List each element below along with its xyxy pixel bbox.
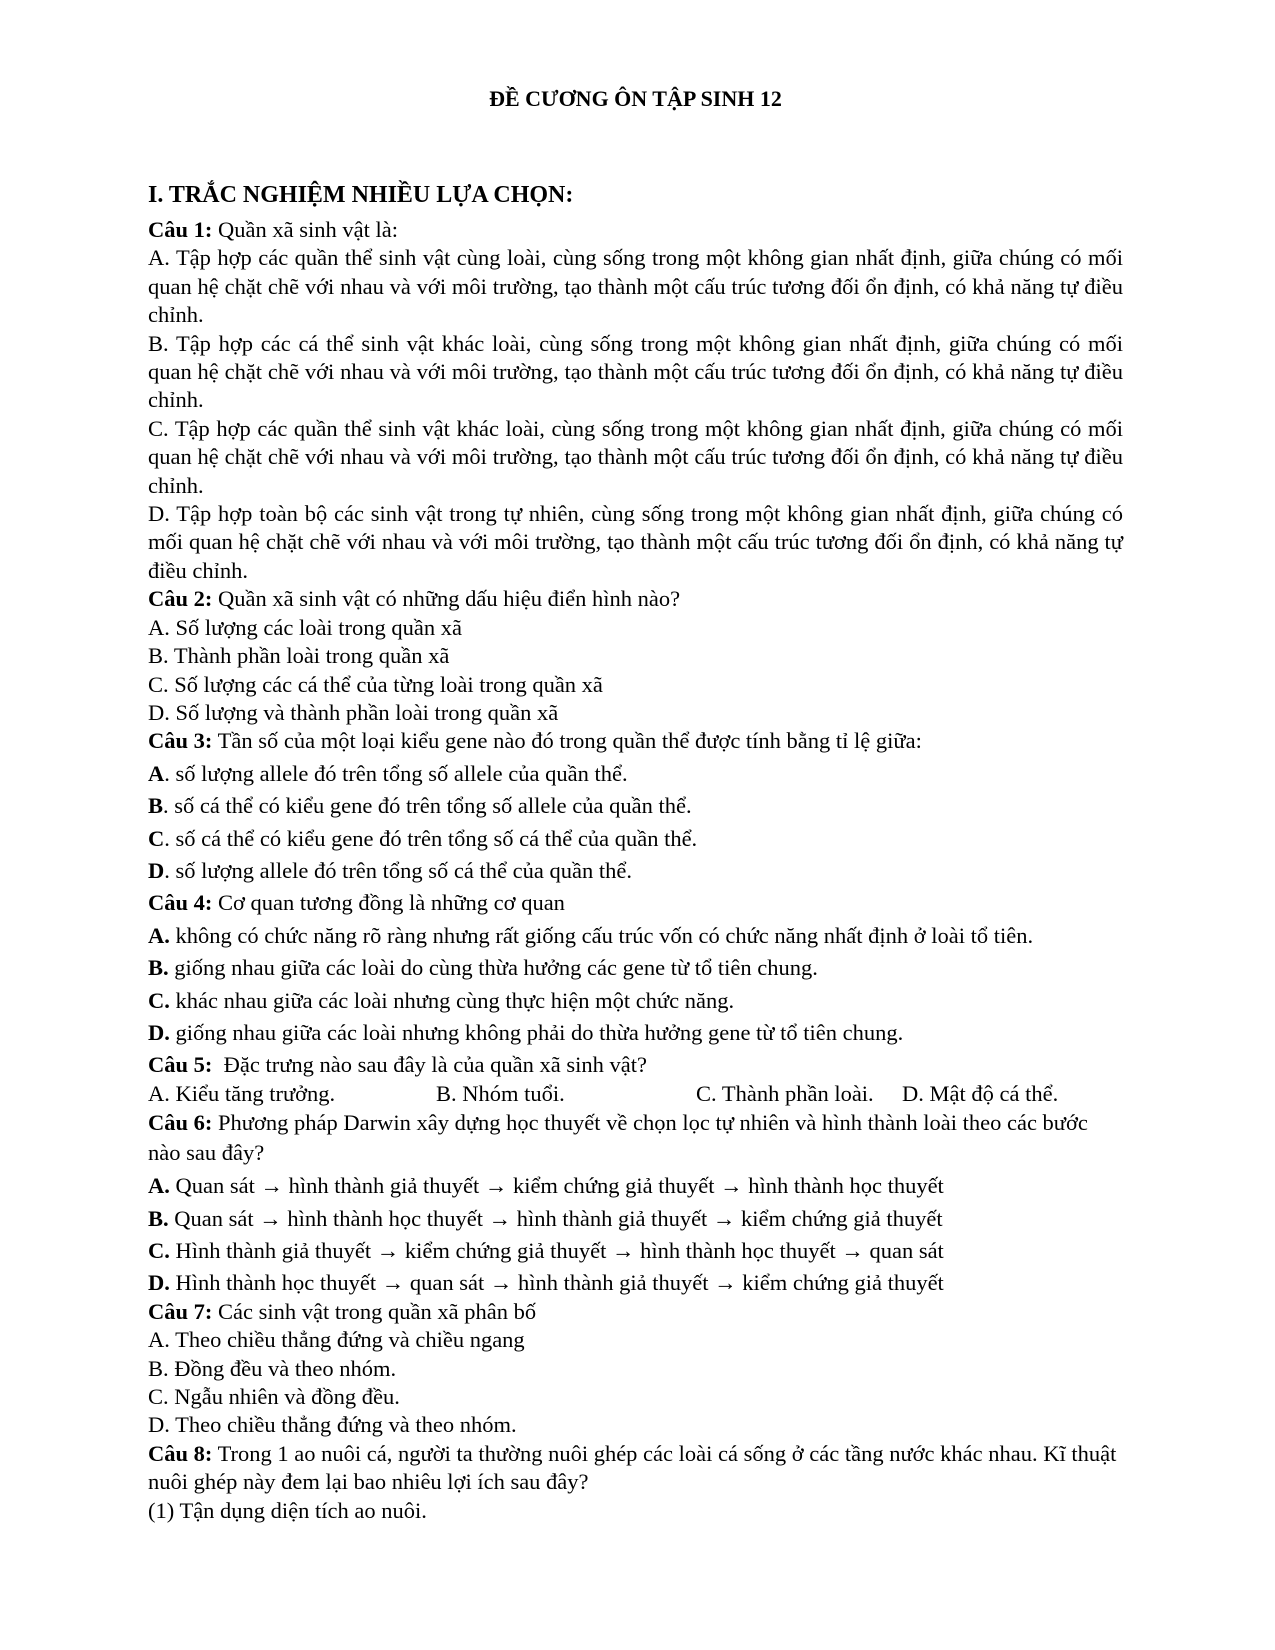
option-letter: A	[148, 760, 165, 786]
question-list	[148, 216, 1123, 1525]
question-8-text: Trong 1 ao nuôi cá, người ta thường nuôi ghép các loài cá sống ở các tầng nước khác nhau. Kĩ thuật nuôi ghép này đem lại bao nhiêu lợi ích sau đây?	[148, 1440, 1117, 1495]
question-6-option-d	[148, 1269, 1123, 1297]
question-8-label: Câu 8:	[148, 1440, 213, 1466]
question-7-option-d: D. Theo chiều thẳng đứng và theo nhóm.	[148, 1412, 517, 1438]
question-3-option-d	[148, 857, 1123, 885]
question-1-option-b: B. Tập hợp các cá thể sinh vật khác loài, cùng sống trong một không gian nhất định, giữa chúng có mối quan hệ chặt chẽ với nhau và với môi trường, tạo thành một cấu trúc tương đối ổn định, có khả năng tự điều chỉnh.	[148, 330, 1123, 413]
question-5-option-d: D. Mật độ cá thể.	[902, 1080, 1059, 1106]
question-1-option-d: D. Tập hợp toàn bộ các sinh vật trong tự nhiên, cùng sống trong một không gian nhất định, giữa chúng có mối quan hệ chặt chẽ với nhau và với môi trường, tạo thành một cấu trúc tương đối ổn định, có khả năng tự điều chỉnh.	[148, 501, 1123, 583]
question-1	[148, 216, 1123, 244]
question-3-option-a	[148, 760, 1123, 788]
question-6	[148, 1108, 1123, 1168]
option-text: . số lượng allele đó trên tổng số allele của quần thể.	[164, 760, 628, 786]
question-6-option-c	[148, 1237, 1123, 1265]
question-7-option-a: A. Theo chiều thẳng đứng và chiều ngang	[148, 1327, 525, 1353]
question-4-option-a	[148, 922, 1123, 950]
question-5-option-a: A. Kiểu tăng trưởng.	[148, 1080, 336, 1106]
question-2	[148, 585, 1123, 613]
option-text: giống nhau giữa các loài do cùng thừa hưởng các gene từ tổ tiên chung.	[168, 955, 818, 981]
document-title: ĐỀ CƯƠNG ÔN TẬP SINH 12	[489, 86, 782, 111]
question-3-text: Tần số của một loại kiểu gene nào đó trong quần thể được tính bằng tỉ lệ giữa:	[212, 728, 922, 754]
question-1-option-c: C. Tập hợp các quần thể sinh vật khác loài, cùng sống trong một không gian nhất định, giữa chúng có mối quan hệ chặt chẽ với nhau và với môi trường, tạo thành một cấu trúc tương đối ổn định, có khả năng tự điều chỉnh.	[148, 415, 1123, 498]
question-6-option-a	[148, 1172, 1123, 1200]
option-text: khác nhau giữa các loài nhưng cùng thực hiện một chức năng.	[169, 987, 735, 1013]
option-letter: C.	[148, 1238, 170, 1263]
question-7-text: Các sinh vật trong quần xã phân bố	[212, 1298, 537, 1324]
question-4-option-b	[148, 954, 1123, 982]
option-text: . số cá thể có kiểu gene đó trên tổng số allele của quần thể.	[163, 793, 692, 819]
question-5-option-b: B. Nhóm tuổi.	[436, 1080, 565, 1106]
option-text: . số cá thể có kiểu gene đó trên tổng số cá thể của quần thể.	[164, 825, 698, 851]
question-2-option-a: A. Số lượng các loài trong quần xã	[148, 614, 463, 640]
option-letter: B.	[148, 1205, 169, 1231]
question-7	[148, 1298, 1123, 1326]
question-3	[148, 727, 1123, 755]
option-letter: A.	[148, 1173, 170, 1199]
option-letter: C	[148, 825, 165, 851]
question-2-text: Quần xã sinh vật có những dấu hiệu điển hình nào?	[212, 586, 681, 612]
question-5-options	[148, 1080, 1123, 1108]
option-text: . số lượng allele đó trên tổng số cá thể của quần thể.	[164, 857, 632, 883]
question-4	[148, 889, 1123, 917]
question-8	[148, 1440, 1123, 1497]
option-text: Hình thành giả thuyết → kiểm chứng giả thuyết → hình thành học thuyết → quan sát	[169, 1238, 944, 1263]
question-3-option-b	[148, 792, 1123, 820]
question-1-option-a: A. Tập hợp các quần thể sinh vật cùng loài, cùng sống trong một không gian nhất định, giữa chúng có mối quan hệ chặt chẽ với nhau và với môi trường, tạo thành một cấu trúc tương đối ổn định, có khả năng tự điều chỉnh.	[148, 245, 1123, 328]
question-2-option-b: B. Thành phần loài trong quần xã	[148, 643, 450, 669]
question-4-option-c	[148, 987, 1123, 1015]
question-2-option-c: C. Số lượng các cá thể của từng loài trong quần xã	[148, 671, 603, 697]
question-4-option-d	[148, 1019, 1123, 1047]
option-text: Hình thành học thuyết → quan sát → hình thành giả thuyết → kiểm chứng giả thuyết	[169, 1270, 944, 1296]
question-6-label: Câu 6:	[148, 1110, 213, 1136]
option-text: Quan sát → hình thành học thuyết → hình thành giả thuyết → kiểm chứng giả thuyết	[168, 1205, 943, 1231]
option-letter: D.	[148, 1270, 170, 1296]
option-letter: D	[148, 857, 165, 883]
question-7-option-b: B. Đồng đều và theo nhóm.	[148, 1355, 397, 1381]
option-letter: B	[148, 793, 164, 819]
question-7-label: Câu 7:	[148, 1298, 213, 1324]
question-2-label: Câu 2:	[148, 586, 213, 612]
question-3-option-c	[148, 825, 1123, 853]
question-1-label: Câu 1:	[148, 217, 213, 242]
question-5-label: Câu 5:	[148, 1052, 213, 1078]
question-2-option-d: D. Số lượng và thành phần loài trong quần xã	[148, 699, 559, 725]
option-letter: A.	[148, 922, 170, 948]
question-5-text: Đặc trưng nào sau đây là của quần xã sinh vật?	[212, 1052, 647, 1078]
option-text: không có chức năng rõ ràng nhưng rất giống cấu trúc vốn có chức năng nhất định ở loài tổ tiên.	[169, 922, 1034, 948]
section-heading: I. TRẮC NGHIỆM NHIỀU LỰA CHỌN:	[148, 182, 574, 208]
question-8-item-1: (1) Tận dụng diện tích ao nuôi.	[148, 1497, 427, 1523]
option-text: giống nhau giữa các loài nhưng không phải do thừa hưởng gene từ tổ tiên chung.	[169, 1019, 904, 1045]
question-4-text: Cơ quan tương đồng là những cơ quan	[212, 890, 565, 916]
option-text: Quan sát → hình thành giả thuyết → kiểm chứng giả thuyết → hình thành học thuyết	[169, 1173, 944, 1199]
question-3-label: Câu 3:	[148, 728, 213, 754]
question-7-option-c: C. Ngẫu nhiên và đồng đều.	[148, 1384, 400, 1410]
question-1-text: Quần xã sinh vật là:	[212, 217, 398, 242]
question-5	[148, 1051, 1123, 1079]
option-letter: C.	[148, 987, 170, 1013]
option-letter: B.	[148, 955, 169, 981]
question-4-label: Câu 4:	[148, 890, 213, 916]
question-6-option-b	[148, 1205, 1123, 1233]
question-6-text: Phương pháp Darwin xây dựng học thuyết về chọn lọc tự nhiên và hình thành loài theo các bước nào sau đây?	[148, 1110, 1088, 1166]
option-letter: D.	[148, 1019, 170, 1045]
question-5-option-c: C. Thành phần loài.	[696, 1080, 874, 1106]
